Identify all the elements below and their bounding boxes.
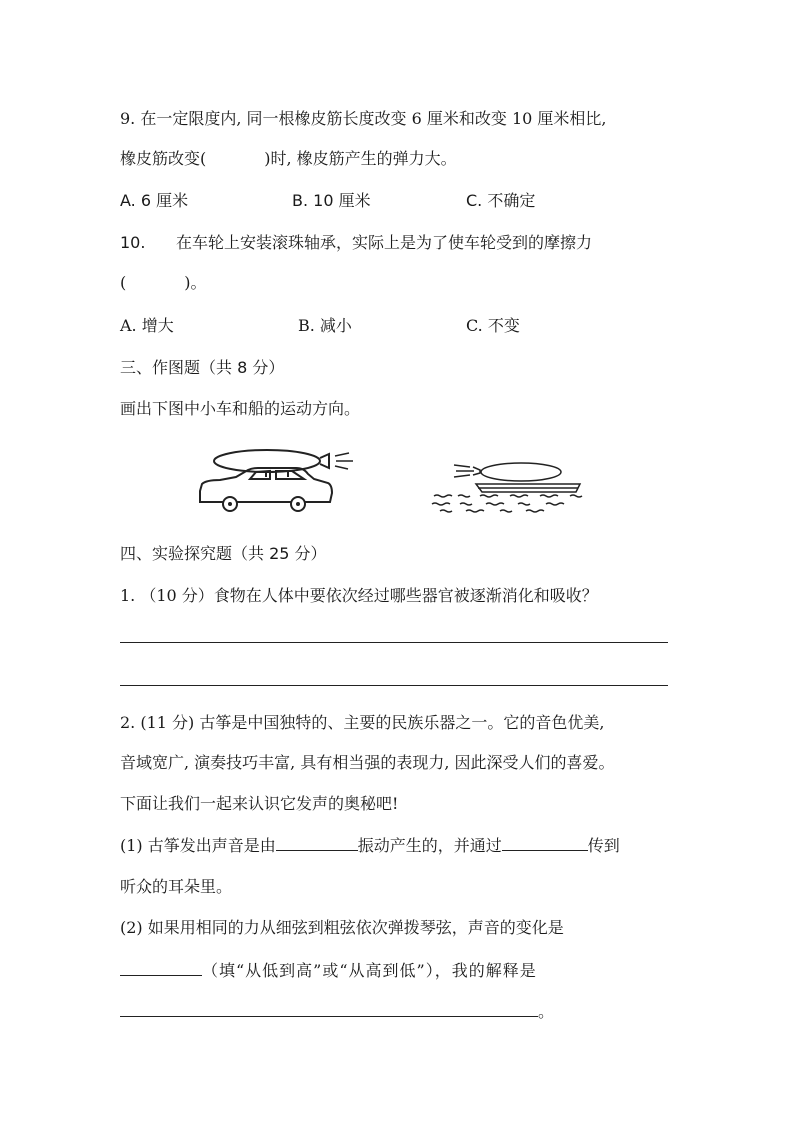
boat-with-balloon-drawing	[430, 458, 596, 518]
q9-text-before-blank: 橡皮筋改变(	[120, 149, 207, 168]
q10-option-c[interactable]: C. 不变	[466, 316, 520, 335]
s4-q2-sub1-line2: 听众的耳朵里。	[120, 877, 233, 896]
s4-q2-sub1-blank-source[interactable]	[276, 834, 358, 851]
s4-q2-sub2-end: 。	[538, 1002, 555, 1021]
s4-q1-answer-line-1[interactable]	[120, 642, 668, 643]
q9-text-line1: 9. 在一定限度内, 同一根橡皮筋长度改变 6 厘米和改变 10 厘米相比,	[120, 109, 607, 128]
section4-heading: 四、实验探究题（共 25 分）	[120, 544, 327, 563]
s4-q1-answer-line-2[interactable]	[120, 685, 668, 686]
s4-q2-sub1-middle: 振动产生的，并通过	[357, 836, 502, 855]
q10-number: 10.	[120, 233, 146, 252]
s4-q2-text-line1: 2. (11 分) 古筝是中国独特的、主要的民族乐器之一。它的音色优美,	[120, 713, 605, 732]
s4-q2-sub1-blank-medium[interactable]	[502, 834, 588, 851]
q9-option-b[interactable]: B. 10 厘米	[292, 191, 371, 210]
section3-heading: 三、作图题（共 8 分）	[120, 358, 285, 377]
s4-q2-text-line3: 下面让我们一起来认识它发声的奥秘吧!	[120, 794, 399, 813]
q9-option-c[interactable]: C. 不确定	[466, 191, 536, 210]
q9-text-after-blank: )时, 橡皮筋产生的弹力大。	[264, 149, 457, 168]
section3-instruction: 画出下图中小车和船的运动方向。	[120, 399, 361, 418]
q10-option-b[interactable]: B. 减小	[298, 316, 352, 335]
s4-q2-sub1-prefix: (1) 古筝发出声音是由	[120, 836, 276, 855]
s4-q1-text: 1. （10 分）食物在人体中要依次经过哪些器官被逐渐消化和吸收？	[120, 586, 598, 605]
s4-q2-sub1-line1	[120, 834, 620, 857]
q9-option-a[interactable]: A. 6 厘米	[120, 191, 189, 210]
s4-q2-sub2-line2	[120, 959, 537, 982]
s4-q2-text-line2: 音域宽广, 演奏技巧丰富, 具有相当强的表现力, 因此深受人们的喜爱。	[120, 753, 615, 772]
q9-text-line2	[120, 148, 457, 170]
s4-q2-sub2-line1: (2) 如果用相同的力从细弦到粗弦依次弹拨琴弦，声音的变化是	[120, 918, 564, 937]
q10-text-line2	[120, 272, 207, 294]
q10-text: 在车轮上安装滚珠轴承，实际上是为了使车轮受到的摩擦力	[176, 233, 593, 252]
s4-q2-sub2-line3	[120, 1000, 554, 1023]
car-with-balloon-drawing	[192, 444, 362, 516]
q10-text-before-blank: (	[120, 273, 127, 292]
s4-q2-sub2-blank-explanation[interactable]	[120, 1000, 538, 1017]
s4-q2-sub2-prompt: （填“从低到高”或“从高到低”），我的解释是	[202, 961, 537, 980]
q10-text-after-blank: )。	[184, 273, 207, 292]
s4-q2-sub2-blank-change[interactable]	[120, 959, 202, 976]
s4-q2-sub1-suffix: 传到	[587, 836, 620, 855]
q10-option-a[interactable]: A. 增大	[120, 316, 174, 335]
